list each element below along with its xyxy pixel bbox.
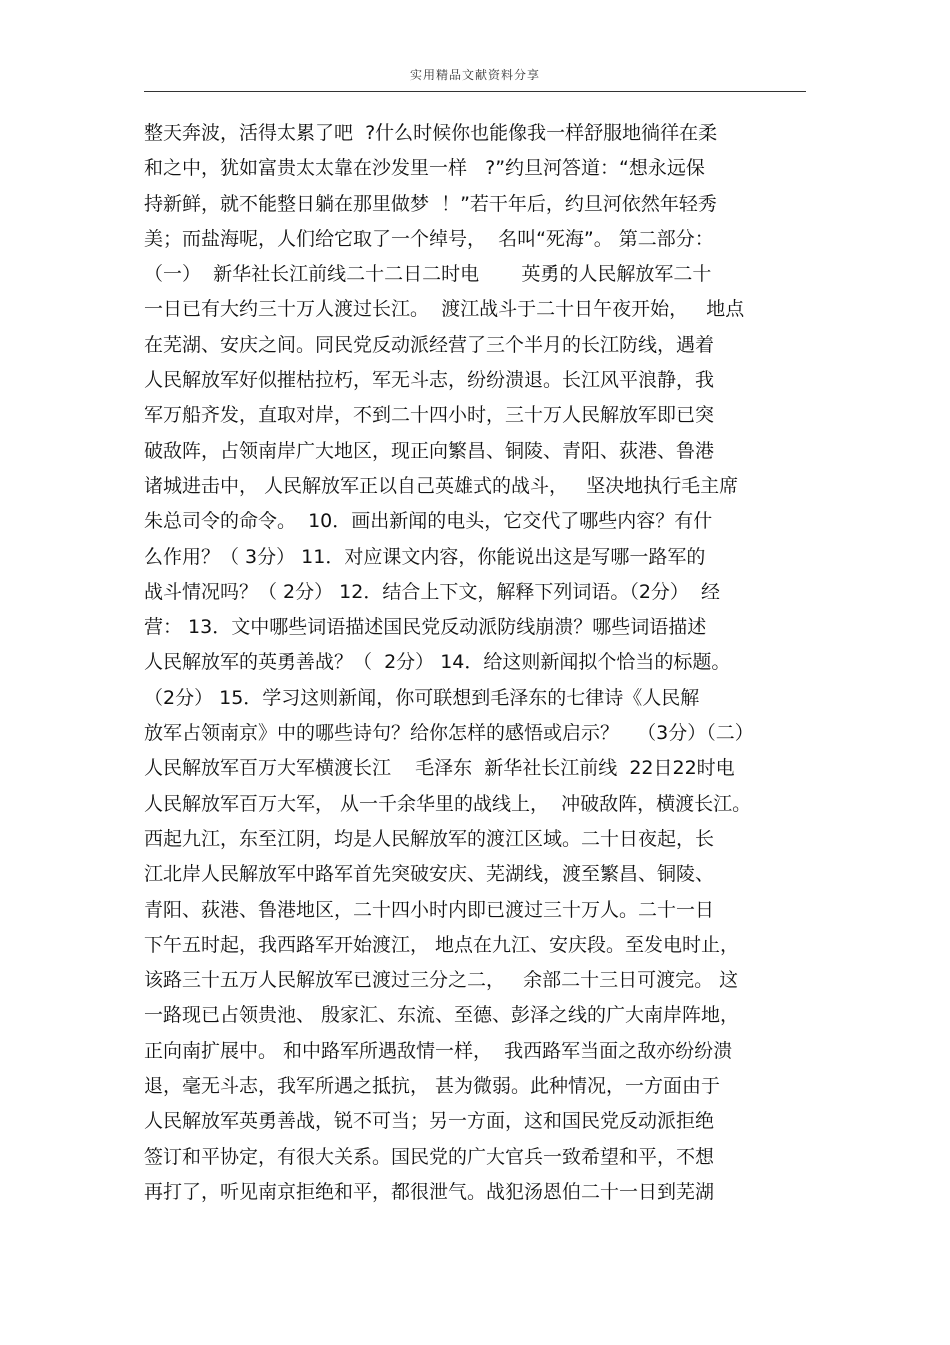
text-line: 签订和平协定，有很大关系。国民党的广大官兵一致希望和平，不想	[144, 1145, 715, 1168]
text-line: 一日已有大约三十万人渡过长江。 渡江战斗于二十日午夜开始， 地点	[144, 298, 745, 321]
text-line: 退，毫无斗志，我军所遇之抵抗， 甚为微弱。此种情况，一方面由于	[144, 1075, 721, 1098]
text-line: 正向南扩展中。 和中路军所遇敌情一样， 我西路军当面之敌亦纷纷溃	[144, 1039, 733, 1062]
text-line: 青阳、荻港、鲁港地区，二十四小时内即已渡过三十万人。二十一日	[144, 898, 715, 921]
text-line: 再打了，听见南京拒绝和平，都很泄气。战犯汤恩伯二十一日到芜湖	[144, 1180, 715, 1203]
text-line: （2分） 15．学习这则新闻，你可联想到毛泽东的七律诗《人民解	[144, 686, 700, 709]
header-divider	[144, 91, 806, 92]
text-line: 营： 13．文中哪些词语描述国民党反动派防线崩溃？哪些词语描述	[144, 616, 707, 639]
text-line: 军万船齐发，直取对岸，不到二十四小时，三十万人民解放军即已突	[144, 404, 715, 427]
text-line: 人民解放军百万大军横渡长江 毛泽东 新华社长江前线 22日22时电	[144, 757, 735, 780]
text-line: 么作用？（ 3分） 11．对应课文内容，你能说出这是写哪一路军的	[144, 545, 706, 568]
text-line: 人民解放军的英勇善战？（ 2分） 14．给这则新闻拟个恰当的标题。	[144, 651, 731, 674]
document-body	[144, 116, 824, 1210]
text-line: （一） 新华社长江前线二十二日二时电 英勇的人民解放军二十	[144, 263, 712, 286]
text-line: 一路现已占领贵池、 殷家汇、东流、至德、彭泽之线的广大南岸阵地，	[144, 1004, 740, 1027]
text-line: 和之中，犹如富贵太太靠在沙发里一样 ?”约旦河答道：“想永远保	[144, 157, 705, 180]
text-line: 诸城进击中， 人民解放军正以自己英雄式的战斗， 坚决地执行毛主席	[144, 474, 739, 497]
text-line: 朱总司令的命令。 10．画出新闻的电头，它交代了哪些内容？有什	[144, 510, 713, 533]
text-line: 整天奔波，活得太累了吧 ?什么时候你也能像我一样舒服地徜徉在柔	[144, 122, 718, 144]
page-header: 实用精品文献资料分享	[409, 68, 540, 82]
text-line: 战斗情况吗？（ 2分） 12．结合上下文，解释下列词语。（2分） 经	[144, 580, 721, 603]
text-line: 人民解放军英勇善战，锐不可当；另一方面，这和国民党反动派拒绝	[144, 1110, 715, 1133]
text-line: 在芜湖、安庆之间。同民党反动派经营了三个半月的长江防线，遇着	[144, 333, 715, 356]
text-line: 破敌阵，占领南岸广大地区，现正向繁昌、铜陵、青阳、荻港、鲁港	[144, 439, 715, 462]
text-line: 持新鲜，就不能整日躺在那里做梦 ！”若干年后，约旦河依然年轻秀	[144, 192, 717, 215]
text-line: 下午五时起，我西路军开始渡江， 地点在九江、安庆段。至发电时止，	[144, 933, 740, 956]
text-line: 人民解放军好似摧枯拉朽，军无斗志，纷纷溃退。长江风平浪静，我	[144, 369, 715, 392]
text-line: 江北岸人民解放军中路军首先突破安庆、芜湖线，渡至繁昌、铜陵、	[144, 863, 715, 886]
text-line: 西起九江，东至江阴，均是人民解放军的渡江区域。二十日夜起，长	[144, 827, 715, 850]
text-line: 人民解放军百万大军， 从一千余华里的战线上， 冲破敌阵，横渡长江。	[144, 792, 752, 815]
text-line: 放军占领南京》中的哪些诗句？给你怎样的感悟或启示？ （3分）（二）	[144, 722, 754, 745]
text-line: 美；而盐海呢，人们给它取了一个绰号， 名叫“死海”。 第二部分：	[144, 227, 714, 250]
text-line: 该路三十五万人民解放军已渡过三分之二， 余部二十三日可渡完。 这	[144, 969, 739, 992]
